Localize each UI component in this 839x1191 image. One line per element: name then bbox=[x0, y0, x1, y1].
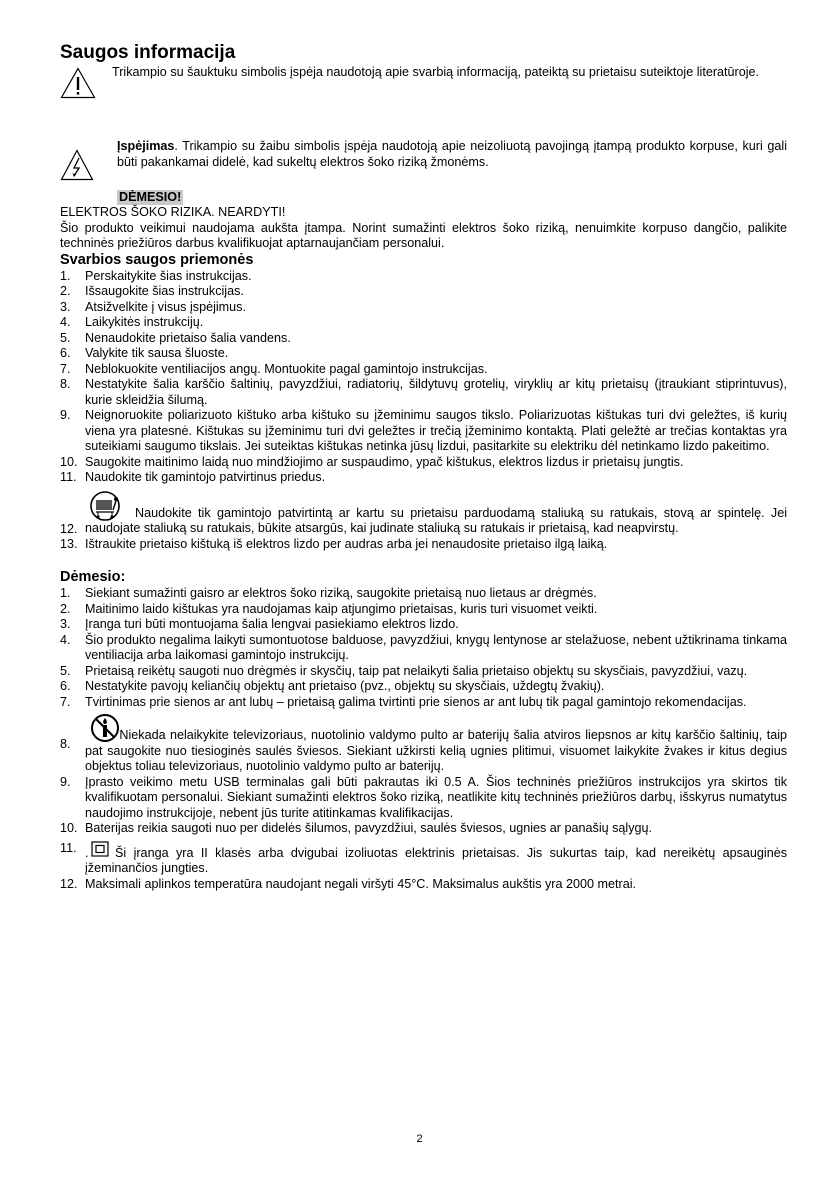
warning-triangle-lightning-icon bbox=[60, 149, 94, 184]
list-item: 8. Nestatykite šalia karščio šaltinių, pavyzdžiui, radiatorių, šildytuvų grotelių, viryklių ar kitų prietaisų (įtraukiant stiprintuvus), kurie skleidžia šilumą. bbox=[60, 377, 787, 407]
warning-lightning-text bbox=[117, 139, 787, 170]
list-item: 9. Įprasto veikimo metu USB terminalas gali būti pakrautas iki 0.5 A. Šios techninės priežiūros instrukcijos yra skirtos tik kvalifikuotam personalui. Siekiant sumažinti elektros šoko riziką, neatlikite kitų techninės priežiūros darbų, išskyrus numatytus naudojimo instrukcijoje, nebent jūs turite atitinkamas kvalifikacijas. bbox=[60, 774, 787, 820]
warning-exclamation-text: Trikampio su šauktuku simbolis įspėja naudotoją apie svarbią informaciją, pateiktą su prietaisu suteiktoje literatūroje. bbox=[112, 65, 760, 79]
list-item: 4. Laikykitės instrukcijų. bbox=[60, 315, 204, 329]
list-item: 6. Valykite tik sausa šluoste. bbox=[60, 346, 229, 360]
list-item: 10. Saugokite maitinimo laidą nuo mindžiojimo ar suspaudimo, ypač kištukus, elektros lizdus ir prietaisų jungtis. bbox=[60, 454, 684, 469]
list-item: 10. Baterijas reikia saugoti nuo per didelės šilumos, pavyzdžiui, saulės šviesos, ugnies ar panašių sąlygų. bbox=[60, 821, 653, 835]
list-item: 12. Naudokite tik gamintojo patvirtintą ar kartu su prietaisu parduodamą staliuką su ratukais, stovą ar spintelę. Jei naudojate staliuką su ratukais, būkite atsargūs, kai judinate staliuką su ratukais ir prietaisą, kad neapvirstų. bbox=[60, 490, 787, 537]
warning-triangle-exclamation-icon bbox=[60, 67, 96, 102]
demesio-label: DĖMESIO! bbox=[119, 190, 182, 204]
list-item: 5. Prietaisą reikėtų saugoti nuo drėgmės ir skysčių, taip pat nelaikyti šalia prietaiso objektų su skysčiais, pavyzdžiui, vazų. bbox=[60, 663, 748, 678]
section1-list bbox=[60, 269, 787, 553]
list-item: 11. Naudokite tik gamintojo patvirtinus priedus. bbox=[60, 470, 326, 484]
list-item: 6. Nestatykite pavojų keliančių objektų ant prietaiso (pvz., objektų su skysčiais, uždegtų žvakių). bbox=[60, 679, 605, 693]
list-item: 7. Neblokuokite ventiliacijos angų. Montuokite pagal gamintojo instrukcijas. bbox=[60, 361, 488, 376]
warning-lightning-block bbox=[60, 139, 787, 183]
page-title: Saugos informacija bbox=[60, 42, 236, 63]
list-item: 13. Ištraukite prietaiso kištuką iš elektros lizdo per audras arba jei nenaudosite prietaiso ilgą laiką. bbox=[60, 536, 608, 551]
list-item: 4. Šio produkto negalima laikyti sumontuotose balduose, pavyzdžiui, knygų lentynose ar stelažuose, nebent užtikrinama tinkama ventiliacija arba laikomasi gamintojo instrukcijų. bbox=[60, 632, 787, 662]
list-item: 8. Niekada nelaikykite televizoriaus, nuotolinio valdymo pulto ar baterijų šalia atviros liepsnos ar kitų karščio šaltinių, taip pat saugokite nuo tiesioginės saulės šviesos. Siekiant užkirsti kelią ugnies plitimui, visuomet laikykite žvakes ir kitus degius objektus toliau televizoriaus, nuotolinio valdymo pulto ar baterijų. bbox=[60, 713, 787, 775]
list-item: 1. Siekiant sumažinti gaisro ar elektros šoko riziką, saugokite prietaisą nuo lietaus ar drėgmės. bbox=[60, 586, 597, 600]
warning-lightning-body: . Trikampio su žaibu simbolis įspėja naudotoją apie neizoliuotą pavojingą įtampą produkto korpuse, kuri gali būti pakankamai didelė, kad sukeltų elektros šoko riziką žmonėms. bbox=[117, 139, 787, 169]
shock-heading: ELEKTROS ŠOKO RIZIKA. NEARDYTI! bbox=[60, 205, 286, 219]
list-item: 12. Maksimali aplinkos temperatūra naudojant negali viršyti 45°C. Maksimalus aukštis yra 2000 metrai. bbox=[60, 876, 637, 891]
list-item: 9. Neignoruokite poliarizuoto kištuko arba kištuko su įžeminimu saugos tikslo. Poliarizuotas kištukas turi dvi geležtes, iš kurių viena yra platesnė. Kištukas su įžeminimu turi dvi geležtes ir trečią įžeminimo kontaktą. Plati geležtė ar trečias kontaktas yra suteikiami saugumo tikslais. Jei suteiktas kištukas netinka jūsų lizdui, pasitarkite su elektriku dėl netinkamo lizdo pakeitimo. bbox=[60, 408, 787, 453]
section1-heading: Svarbios saugos priemonės bbox=[60, 251, 254, 268]
list-item: 3. Atsižvelkite į visus įspėjimus. bbox=[60, 299, 246, 314]
list-item: 2. Maitinimo laido kištukas yra naudojamas kaip atjungimo prietaisas, kuris turi visuomet veikti. bbox=[60, 601, 598, 616]
list-item: 7. Tvirtinimas prie sienos ar ant lubų – prietaisą galima tvirtinti prie sienos ar ant lubų tik pagal gamintojo rekomendacijas. bbox=[60, 694, 747, 709]
page-number: 2 bbox=[416, 1133, 423, 1145]
list-item: 11. . Ši įranga yra II klasės arba dvigubai izoliuotas elektrinis prietaisas. Jis sukurtas taip, kad nereikėtų apsauginės įžeminančios jungties. bbox=[60, 840, 787, 875]
warning-exclamation-block bbox=[60, 65, 787, 105]
list-item: 2. Išsaugokite šias instrukcijas. bbox=[60, 284, 244, 298]
section2-list bbox=[60, 586, 787, 892]
list-item: 5. Nenaudokite prietaiso šalia vandens. bbox=[60, 330, 291, 345]
list-item: 1. Perskaitykite šias instrukcijas. bbox=[60, 268, 252, 283]
list-item: 3. Įranga turi būti montuojama šalia lengvai pasiekiamo elektros lizdo. bbox=[60, 617, 459, 631]
section2-heading: Dėmesio: bbox=[60, 569, 126, 585]
document-page bbox=[60, 42, 787, 892]
shock-text: Šio produkto veikimui naudojama aukšta įtampa. Norint sumažinti elektros šoko riziką, nenuimkite korpuso dangčio, palikite techninės priežiūros darbus kvalifikuojat aptarnaujančiam personalui. bbox=[60, 220, 787, 250]
double-insulation-icon bbox=[91, 841, 109, 862]
warning-lead: Įspėjimas bbox=[117, 139, 175, 153]
demesio-row bbox=[117, 190, 787, 205]
